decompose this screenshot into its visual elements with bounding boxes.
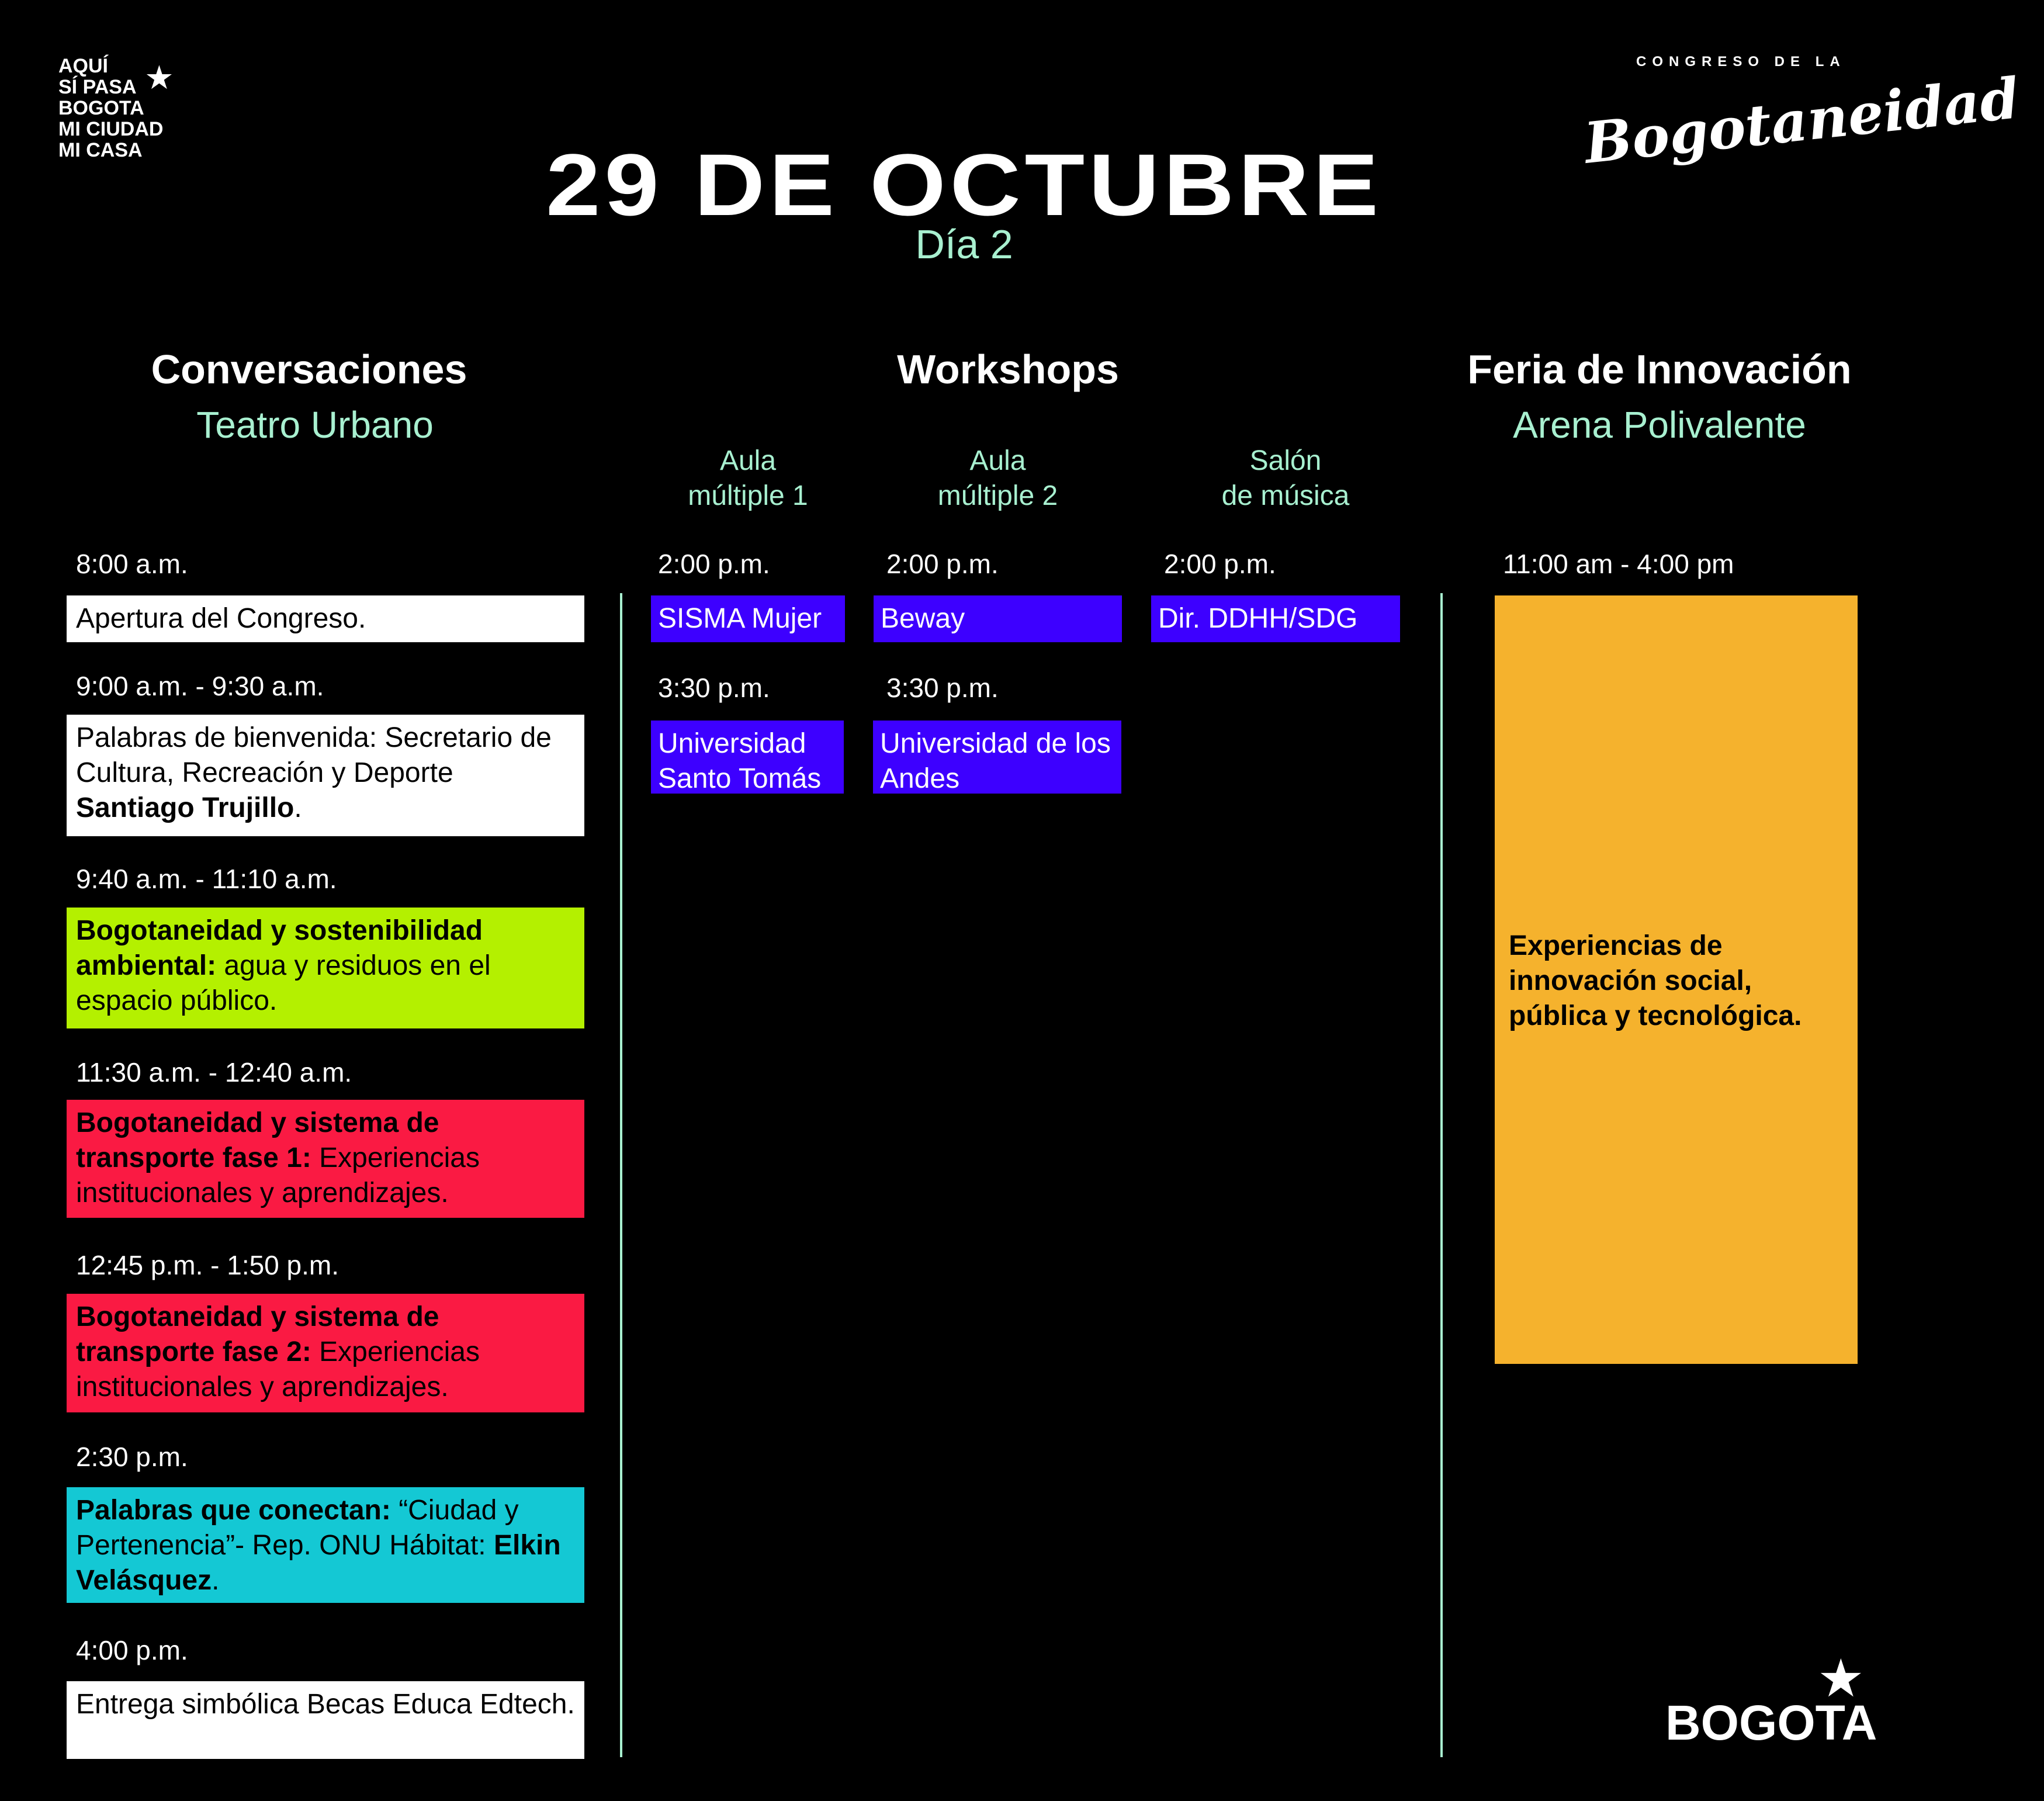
conversation-event xyxy=(67,1681,584,1759)
page-title: 29 DE OCTUBRE xyxy=(546,136,1383,234)
conversation-time: 4:00 p.m. xyxy=(76,1635,188,1665)
workshop-dir-ddhh: Dir. DDHH/SDG xyxy=(1151,595,1400,642)
bogotaneidad-logo: Bogotaneidad xyxy=(1581,65,2022,176)
event-bold-text: Bogotaneidad y sistema de transporte fase 1: xyxy=(76,1107,439,1173)
star-icon: ★ xyxy=(146,61,172,94)
logo-line: AQUÍ xyxy=(58,55,108,77)
conversation-time: 9:40 a.m. - 11:10 a.m. xyxy=(76,864,337,894)
feria-event-block: Experiencias de innovación social, pública y tecnológica. xyxy=(1495,595,1858,1364)
event-bold-text: Elkin Velásquez xyxy=(76,1530,561,1596)
conversation-event xyxy=(67,908,584,1028)
conversation-time: 12:45 p.m. - 1:50 p.m. xyxy=(76,1250,339,1280)
workshop-time: 2:00 p.m. xyxy=(658,549,770,579)
logo-line: MI CIUDAD xyxy=(58,118,164,140)
workshop-time: 2:00 p.m. xyxy=(1164,549,1276,579)
event-bold-text: Palabras que conectan: xyxy=(76,1495,391,1526)
feria-location: Arena Polivalente xyxy=(1513,404,1806,446)
event-bold-text: Santiago Trujillo xyxy=(76,792,295,823)
workshop-los-andes: Universidad de los Andes xyxy=(873,721,1121,794)
event-text: agua y residuos en el espacio público. xyxy=(76,950,491,1016)
event-text: Experiencias institucionales y aprendizajes. xyxy=(76,1142,480,1208)
workshop-time: 3:30 p.m. xyxy=(886,673,999,703)
event-bold-text: Bogotaneidad y sistema de transporte fase 2: xyxy=(76,1301,439,1367)
logo-line: SÍ PASA xyxy=(58,76,137,98)
workshops-heading: Workshops xyxy=(897,347,1119,392)
feria-heading: Feria de Innovación xyxy=(1467,347,1852,392)
event-text: . xyxy=(212,1565,220,1596)
bogota-logo: BOGOTA xyxy=(1665,1695,1877,1750)
event-text: Palabras de bienvenida: Secretario de Cultura, Recreación y Deporte xyxy=(76,722,552,788)
workshop-time: 2:00 p.m. xyxy=(886,549,999,579)
congreso-label: CONGRESO DE LA xyxy=(1636,54,1846,70)
logo-line: BOGOTA xyxy=(58,97,144,119)
event-text: Experiencias institucionales y aprendizajes. xyxy=(76,1336,480,1402)
feria-time: 11:00 am - 4:00 pm xyxy=(1503,549,1734,579)
workshop-beway: Beway xyxy=(874,595,1122,642)
workshop-time: 3:30 p.m. xyxy=(658,673,770,703)
event-text: Entrega simbólica Becas Educa Edtech. xyxy=(76,1689,575,1720)
logo-line: MI CASA xyxy=(58,139,143,161)
day-subtitle: Día 2 xyxy=(915,221,1013,267)
event-bold-text: Bogotaneidad y sostenibilidad ambiental: xyxy=(76,915,483,981)
conversation-event xyxy=(67,1487,584,1603)
conversation-time: 8:00 a.m. xyxy=(76,549,188,579)
workshop-sisma-mujer: SISMA Mujer xyxy=(651,595,845,642)
conversation-time: 9:00 a.m. - 9:30 a.m. xyxy=(76,671,324,701)
conversaciones-heading: Conversaciones xyxy=(151,347,467,392)
event-text: . xyxy=(294,792,302,823)
conversation-time: 11:30 a.m. - 12:40 a.m. xyxy=(76,1057,352,1087)
column-divider xyxy=(620,593,622,1757)
column-divider xyxy=(1440,593,1443,1757)
event-text: Apertura del Congreso. xyxy=(76,603,366,634)
conversation-time: 2:30 p.m. xyxy=(76,1442,188,1472)
room-aula-1: Aula múltiple 1 xyxy=(688,445,808,511)
conversation-event xyxy=(67,715,584,836)
room-salon-musica: Salón de música xyxy=(1221,445,1350,511)
room-aula-2: Aula múltiple 2 xyxy=(937,445,1058,511)
conversation-event xyxy=(67,1100,584,1218)
conversaciones-location: Teatro Urbano xyxy=(196,404,434,446)
conversation-event xyxy=(67,595,584,642)
star-icon: ★ xyxy=(1817,1650,1865,1708)
workshop-santo-tomas: Universidad Santo Tomás xyxy=(651,721,844,794)
conversation-event xyxy=(67,1294,584,1412)
event-text: “Ciudad y Pertenencia”- Rep. ONU Hábitat: xyxy=(76,1495,519,1561)
